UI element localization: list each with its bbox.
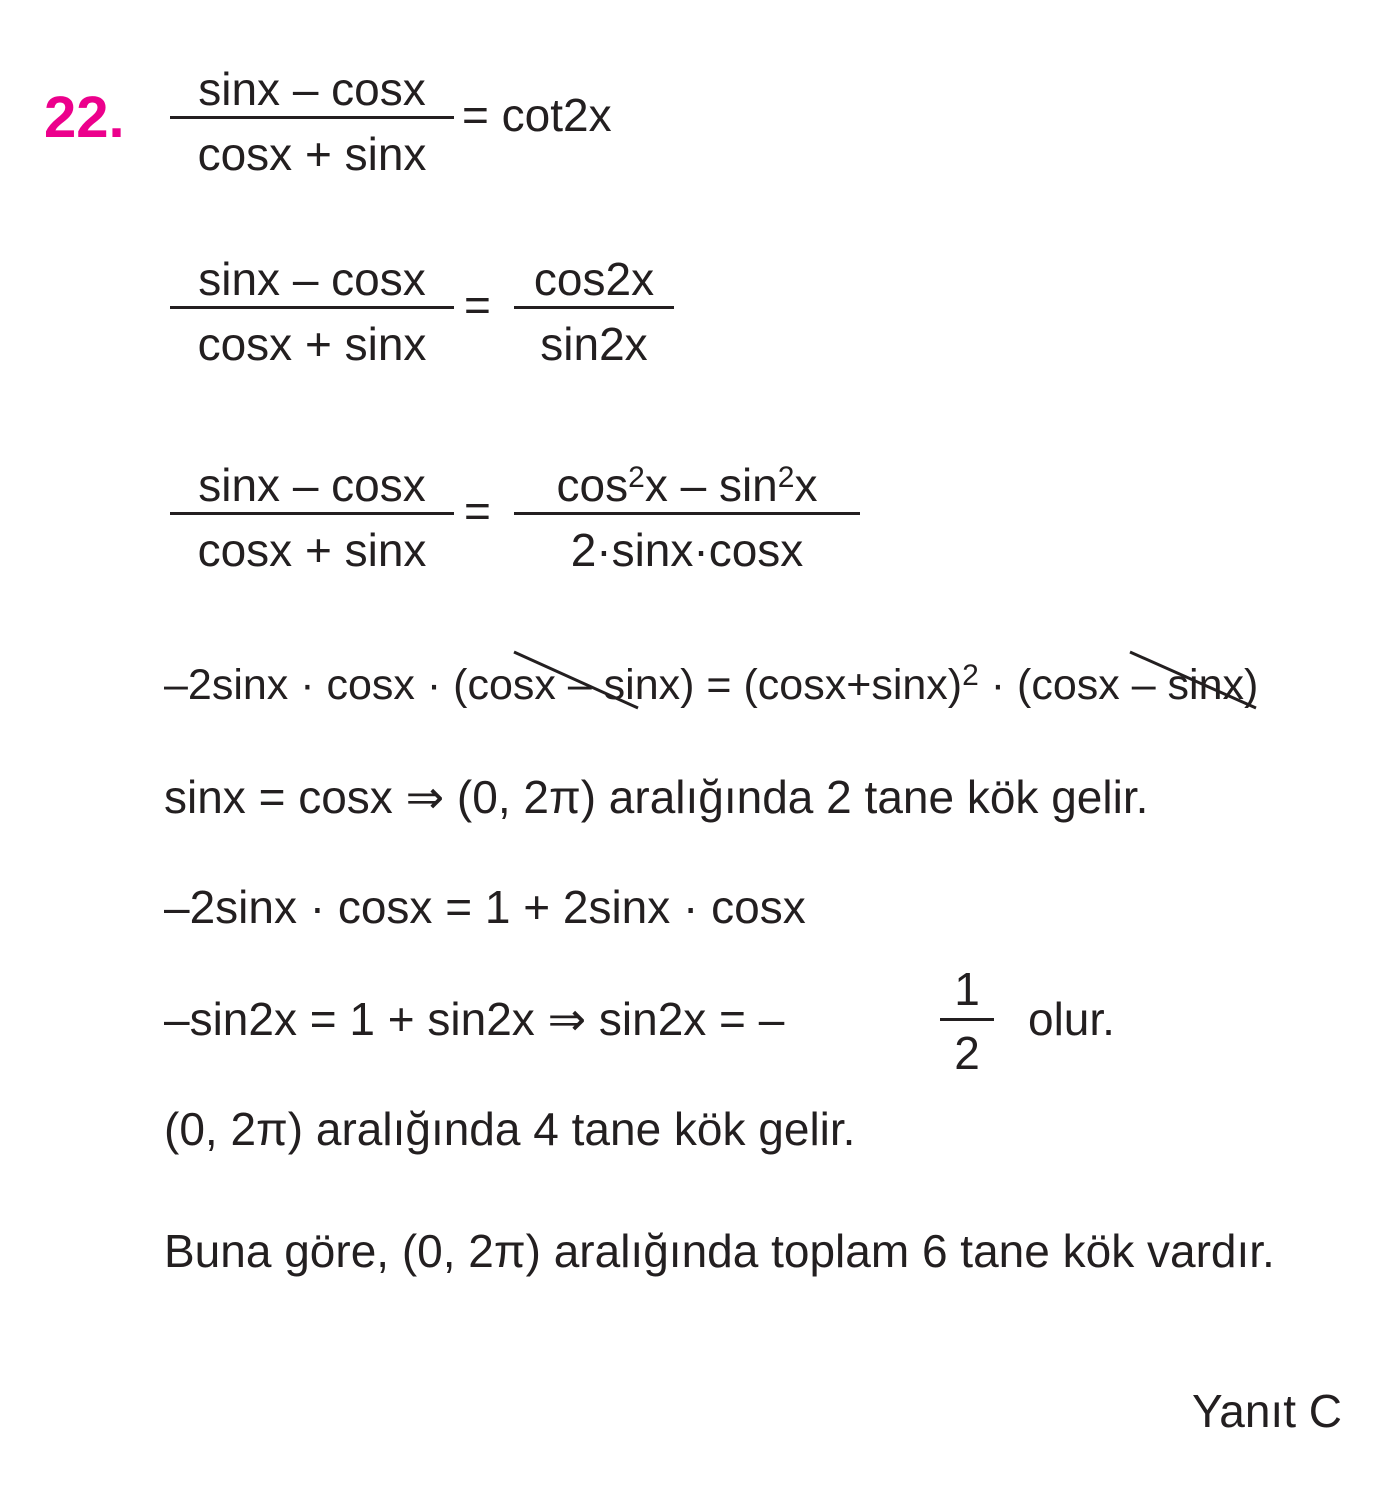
eq3-rhs-num-a: cos (556, 459, 629, 511)
eq1-rhs: = cot2x (462, 89, 612, 141)
eq3-rhs-num-b: x – sin (644, 459, 778, 511)
line-6: –2sinx · cosx = 1 + 2sinx · cosx (164, 881, 806, 933)
eq2-denominator: cosx + sinx (197, 318, 427, 370)
eq1-denominator: cosx + sinx (197, 128, 427, 180)
cancel-stroke-left (514, 652, 638, 708)
line4-exponent: 2 (962, 659, 979, 692)
line7-fraction-denominator: 2 (954, 1027, 980, 1079)
eq3-rhs-num-c: x (794, 459, 818, 511)
eq1-numerator: sinx – cosx (198, 63, 426, 115)
eq3-numerator: sinx – cosx (198, 459, 426, 511)
eq2-equals: = (464, 279, 491, 331)
eq2-rhs-denominator: sin2x (540, 318, 648, 370)
eq2-rhs-numerator: cos2x (533, 253, 655, 305)
line-5: sinx = cosx ⇒ (0, 2π) aralığında 2 tane kök gelir. (164, 771, 1149, 823)
answer-label: Yanıt C (1192, 1385, 1342, 1437)
line7-fraction-numerator: 1 (954, 963, 980, 1015)
line4-left: –2sinx · cosx · (cosx – sinx) = (cosx+sinx) (164, 661, 963, 709)
eq3-rhs-denominator: 2·sinx·cosx (570, 524, 804, 576)
eq3-rhs-exp-2: 2 (777, 461, 795, 494)
cancel-stroke-right (1130, 652, 1256, 708)
line7-right: olur. (1028, 993, 1115, 1045)
eq3-rhs-exp-1: 2 (628, 461, 645, 494)
line-8: (0, 2π) aralığında 4 tane kök gelir. (164, 1103, 856, 1155)
line7-left: –sin2x = 1 + sin2x ⇒ sin2x = – (164, 993, 785, 1045)
line7-fraction-bar (940, 1018, 994, 1021)
eq3-denominator: cosx + sinx (197, 524, 427, 576)
conclusion-paragraph: Buna göre, (0, 2π) aralığında toplam 6 tane kök vardır. (164, 1225, 1275, 1277)
eq2-numerator: sinx – cosx (198, 253, 426, 305)
line4-right: · (cosx – sinx) (978, 661, 1259, 709)
problem-number: 22. (44, 85, 125, 150)
eq3-equals: = (464, 485, 491, 537)
